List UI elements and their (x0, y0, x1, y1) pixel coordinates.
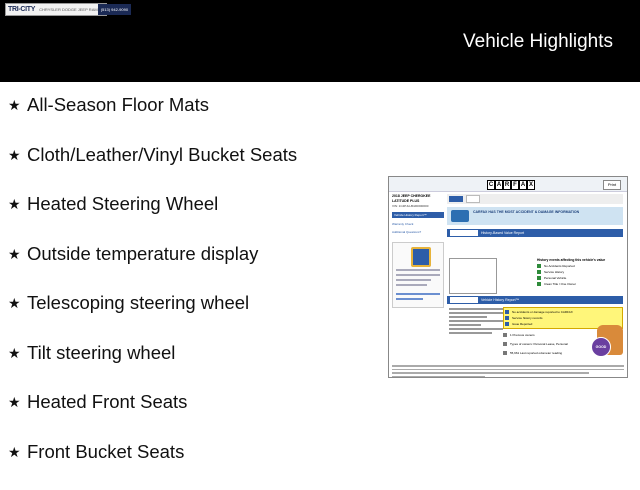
highlight-label: Issue Reported (512, 322, 532, 326)
odometer-icon (503, 351, 507, 355)
carfax-banner (447, 207, 623, 225)
dealer-card-line (396, 274, 440, 276)
feature-item (8, 391, 297, 441)
report-vehicle-details (449, 306, 503, 334)
print-button[interactable]: Print (603, 180, 621, 190)
history-row (537, 264, 621, 268)
feature-label: Front Bucket Seats (27, 441, 184, 463)
value-section-title: History-Based Value Report (481, 231, 524, 235)
star-icon: ★ (8, 94, 27, 116)
history-row (537, 276, 621, 280)
star-icon: ★ (8, 193, 27, 215)
carfax-logo (487, 180, 535, 190)
feature-label: Tilt steering wheel (27, 342, 175, 364)
page-header (0, 0, 640, 82)
dealer-logo-mark: TRI-CITY (6, 6, 35, 13)
feature-label: Telescoping steering wheel (27, 292, 249, 314)
dealer-logo[interactable] (5, 3, 107, 16)
dealer-card-link (396, 293, 440, 295)
owner-label: 1 Previous owners (510, 333, 535, 337)
carfax-logo-letter: A (495, 180, 503, 190)
carfax-report-thumbnail[interactable] (388, 176, 628, 378)
check-icon (537, 282, 541, 286)
nav-warranty-check[interactable]: Warranty Check (392, 222, 444, 226)
tab-inactive[interactable] (466, 195, 480, 203)
carfax-logo-letter: C (487, 180, 495, 190)
star-icon: ★ (8, 144, 27, 166)
history-row-label: No Accidents Reported (544, 264, 575, 268)
report-main (447, 194, 623, 237)
star-icon: ★ (8, 441, 27, 463)
good-value-badge: GOOD (591, 337, 611, 357)
value-section-bar (447, 229, 623, 237)
highlight-label: No accidents or damage reported to CARFAX (512, 310, 573, 314)
history-events (537, 258, 621, 286)
star-icon: ★ (8, 292, 27, 314)
feature-item (8, 144, 297, 194)
dealer-card-line (396, 279, 431, 281)
value-box (449, 258, 497, 294)
history-head: History events affecting this vehicle's value (537, 258, 621, 262)
check-icon (537, 270, 541, 274)
feature-label: Heated Front Seats (27, 391, 187, 413)
footnote-line (392, 365, 624, 367)
detail-line (449, 320, 503, 322)
report-section-title: Vehicle History Report™ (481, 298, 519, 302)
car-icon (505, 310, 509, 314)
carfax-logo-letter: X (527, 180, 535, 190)
odometer-label: 55,961 Last reported odometer reading (510, 351, 562, 355)
dealer-card-line (396, 284, 427, 286)
report-section-bar (447, 296, 623, 304)
detail-line (449, 328, 503, 330)
carfax-logo-letter: F (511, 180, 519, 190)
dealer-logo-sub: CHRYSLER DODGE JEEP RAM (39, 7, 98, 12)
feature-item (8, 243, 297, 293)
feature-item (8, 342, 297, 392)
person-icon (503, 333, 507, 337)
vehicle-vin: VIN: 1C4PJLLB4JD000000 (392, 204, 444, 208)
feature-list (8, 94, 297, 490)
report-tabs (447, 194, 623, 204)
check-icon (537, 276, 541, 280)
footnote-line (392, 372, 589, 374)
dealer-card-link (396, 298, 423, 300)
history-row (537, 270, 621, 274)
history-row-label: Personal Vehicle (544, 276, 566, 280)
highlight-label: Service history records (512, 316, 543, 320)
tab-active[interactable] (449, 196, 463, 202)
feature-item (8, 94, 297, 144)
hand-icon (451, 210, 469, 222)
star-icon: ★ (8, 243, 27, 265)
feature-label: Heated Steering Wheel (27, 193, 218, 215)
banner-text: CARFAX HAS THE MOST ACCIDENT & DAMAGE INFORMATION (473, 210, 579, 215)
nav-vehicle-history[interactable]: Vehicle History Report™ (392, 212, 444, 218)
carfax-mini-logo (450, 230, 478, 236)
footnote-line (392, 376, 485, 378)
wrench-icon (505, 316, 509, 320)
owner-label: Types of owners: Personal Lease, Personal (510, 342, 568, 346)
dealer-badge-icon (411, 247, 431, 267)
feature-item (8, 193, 297, 243)
carfax-logo-letter: R (503, 180, 511, 190)
dealer-card (392, 242, 444, 308)
detail-line (449, 324, 481, 326)
star-icon: ★ (8, 342, 27, 364)
dealer-card-line (396, 269, 440, 271)
report-footnote (392, 363, 624, 377)
carfax-mini-logo (450, 297, 478, 303)
star-icon: ★ (8, 391, 27, 413)
footnote-line (392, 369, 624, 371)
feature-label: Outside temperature display (27, 243, 258, 265)
report-sidebar (392, 194, 444, 308)
people-icon (503, 342, 507, 346)
alert-icon (505, 322, 509, 326)
history-row-label: Service History (544, 270, 564, 274)
detail-line (449, 332, 492, 334)
check-icon (537, 264, 541, 268)
feature-label: All-Season Floor Mats (27, 94, 209, 116)
detail-line (449, 312, 503, 314)
feature-label: Cloth/Leather/Vinyl Bucket Seats (27, 144, 297, 166)
vehicle-name: 2018 JEEP CHEROKEE LATITUDE PLUS (392, 194, 444, 203)
detail-line (449, 308, 503, 310)
detail-line (449, 316, 487, 318)
history-row-label: Clean Title / One Owner (544, 282, 576, 286)
feature-item (8, 441, 297, 490)
carfax-logo-letter: A (519, 180, 527, 190)
history-row (537, 282, 621, 286)
nav-additional-questions[interactable]: Additional Questions? (392, 230, 444, 234)
page-title: Vehicle Highlights (463, 31, 613, 53)
report-topbar (389, 177, 627, 192)
feature-item (8, 292, 297, 342)
dealer-phone: (513) 942-9090 (98, 4, 131, 15)
